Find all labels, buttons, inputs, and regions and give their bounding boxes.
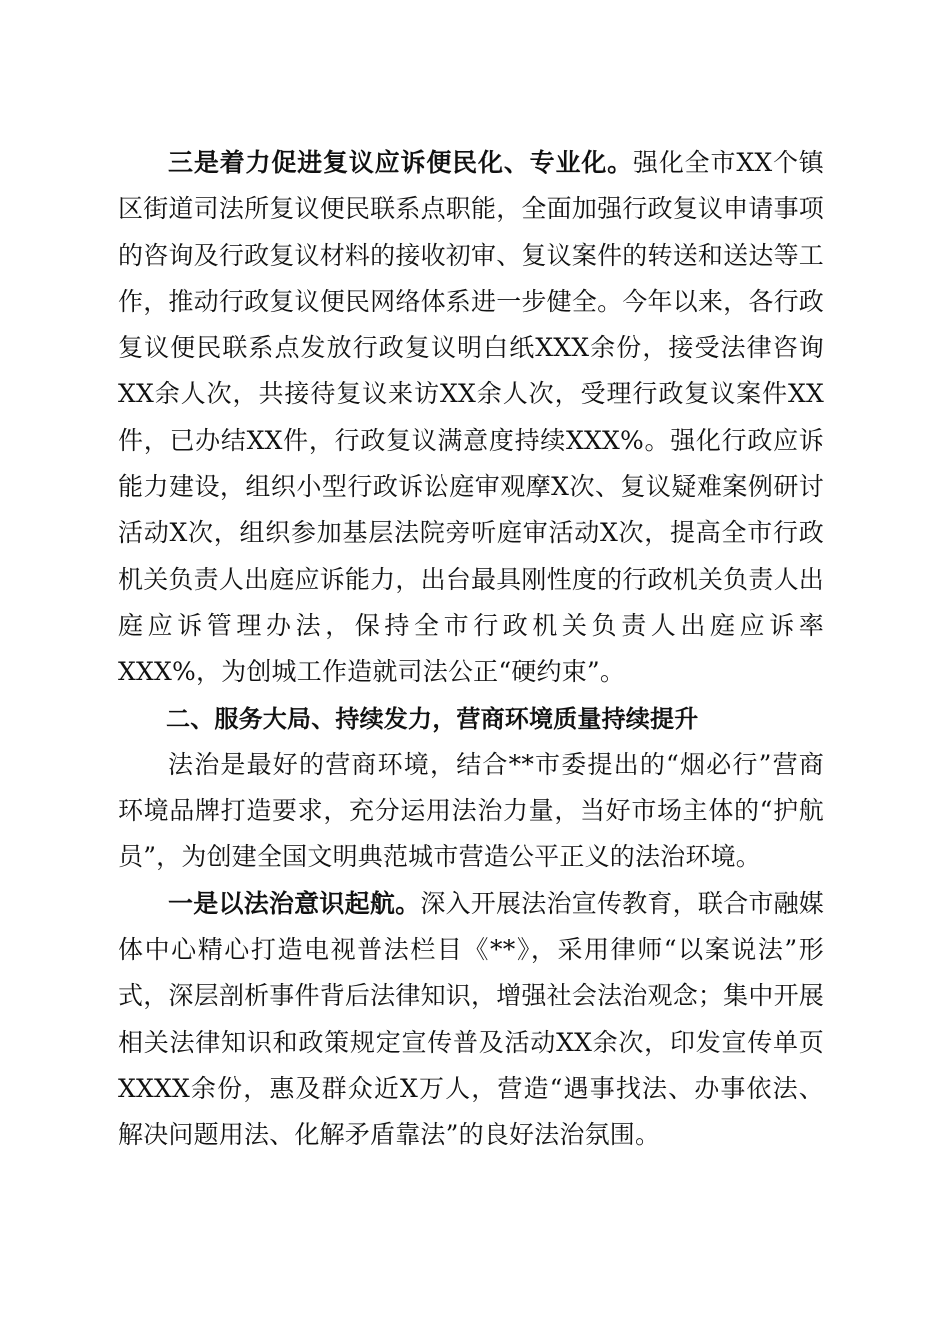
paragraph-text: 法治是最好的营商环境，结合**市委提出的“烟必行”营商环境品牌打造要求，充分运用法治力量，当好市场主体的“护航员”，为创建全国文明典范城市营造公平正义的法治环境。 — [118, 749, 824, 872]
paragraph-legal-awareness — [118, 881, 824, 1159]
section-heading-business-environment: 二、服务大局、持续发力，营商环境质量持续提升 — [166, 704, 699, 733]
paragraph-text: 强化全市XX个镇区街道司法所复议便民联系点职能，全面加强行政复议申请事项的咨询及行政复议材料的接收初审、复议案件的转送和送达等工作，推动行政复议便民网络体系进一步健全。今年以来，各行政复议便民联系点发放行政复议明白纸XXX余份，接受法律咨询XX余人次，共接待复议来访XX余人次，受理行政复议案件XX件，已办结XX件，行政复议满意度持续XXX%。强化行政应诉能力建设，组织小型行政诉讼庭审观摩X次、复议疑难案例研讨活动X次，组织参加基层法院旁听庭审活动X次，提高全市行政机关负责人出庭应诉能力，出台最具刚性度的行政机关负责人出庭应诉管理办法，保持全市行政机关负责人出庭应诉率XXX%，为创城工作造就司法公正“硬约束”。 — [118, 148, 824, 687]
document-body — [118, 140, 824, 1159]
paragraph-text: 深入开展法治宣传教育，联合市融媒体中心精心打造电视普法栏目《**》，采用律师“以案说法”形式，深层剖析事件背后法律知识，增强社会法治观念；集中开展相关法律知识和政策规定宣传普及活动XX余次，印发宣传单页XXXX余份，惠及群众近X万人，营造“遇事找法、办事依法、解决问题用法、化解矛盾靠法”的良好法治氛围。 — [118, 888, 824, 1150]
paragraph-complaint-convenience — [118, 140, 824, 696]
paragraph-intro-rule-of-law — [118, 742, 824, 881]
paragraph-lead: 三是着力促进复议应诉便民化、专业化。 — [168, 148, 633, 177]
paragraph-lead: 一是以法治意识起航。 — [168, 888, 421, 918]
